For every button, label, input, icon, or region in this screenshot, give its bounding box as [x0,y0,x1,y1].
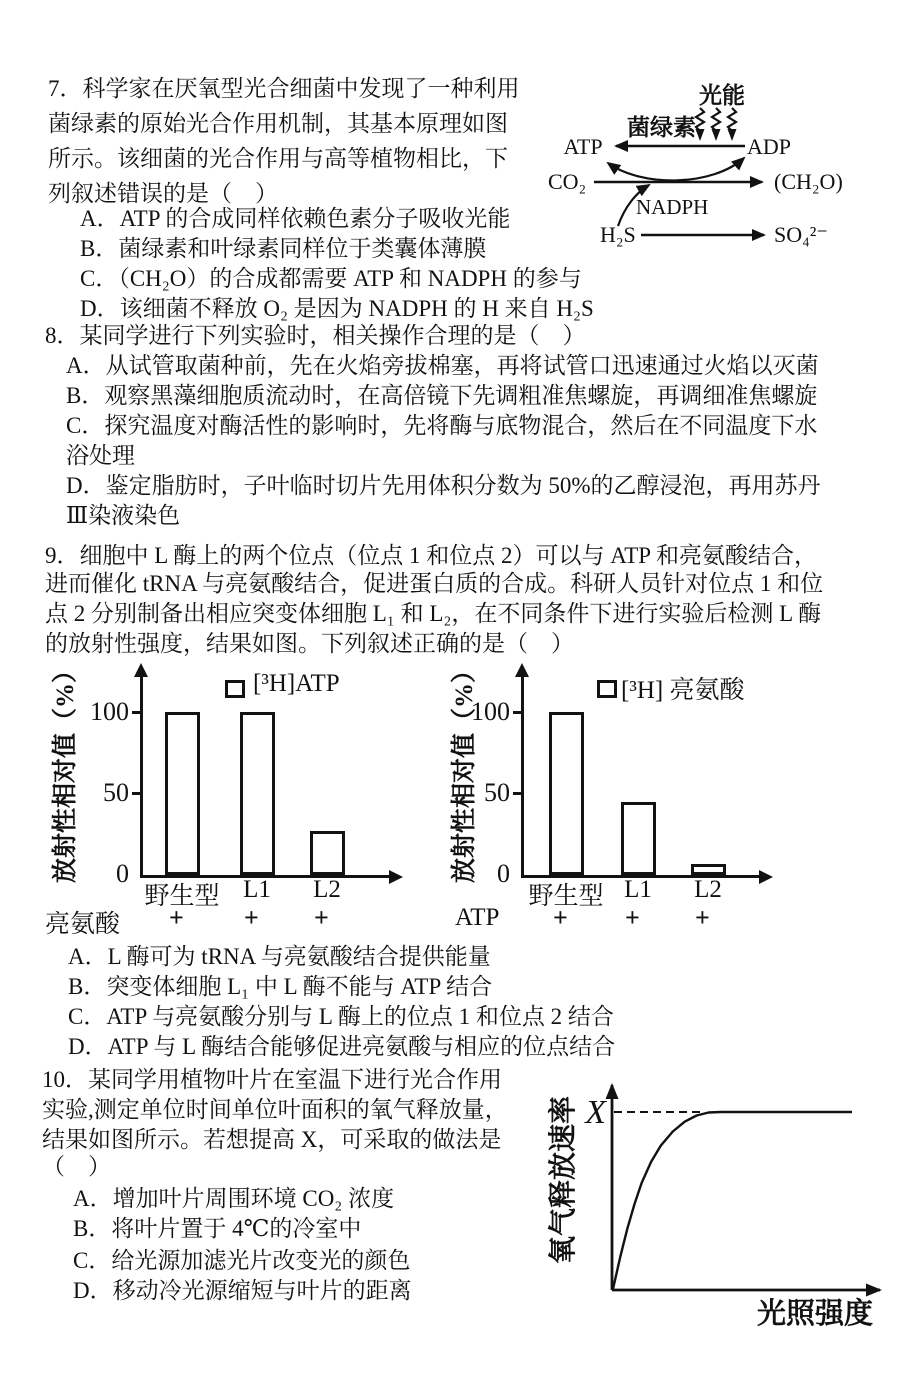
xcat-l1: L1 [243,876,271,903]
q8-option-d: D．鉴定脂肪时，子叶临时切片先用体积分数为 50%的乙醇浸泡，再用苏丹 [66,473,821,498]
q7-stem-line: 所示。该细菌的光合作用与高等植物相比，下 [48,146,508,171]
atp-adp-cycle-curve [608,158,744,180]
q9-stem-line: 9．细胞中 L 酶上的两个位点（位点 1 和位点 2）可以与 ATP 和亮氨酸结合， [45,543,817,568]
legend-label: [³H] 亮氨酸 [621,677,745,704]
bar-l2 [691,864,726,875]
y-axis-arrow-icon [515,663,529,677]
q8-option-a: A．从试管取菌种前，先在火焰旁拔棉塞，再将试管口迅速通过火焰以灭菌 [66,353,819,378]
q10-y-axis-label: 氧气释放速率 [548,1096,579,1265]
y-axis-label: 放射性相对值（%） [451,657,478,883]
light-energy-label: 光能 [699,83,745,108]
x-annotation: X [585,1094,606,1131]
q7-option-c: C．（CH₂O）的合成都需要 ATP 和 NADPH 的参与 [80,266,582,291]
q9-option-a: A．L 酶可为 tRNA 与亮氨酸结合提供能量 [68,944,491,969]
q9-option-c: C．ATP 与亮氨酸分别与 L 酶上的位点 1 和位点 2 结合 [68,1004,614,1029]
q10-option-b: B．将叶片置于 4℃的冷室中 [73,1216,362,1241]
q7-stem-line: 7．科学家在厌氧型光合细菌中发现了一种利用 [48,76,520,101]
q8-option-c-cont: 浴处理 [66,443,135,468]
q10-stem-line: 结果如图所示。若想提高 X，可采取的做法是 [42,1127,502,1152]
ytick-label: 50 [103,778,129,807]
xcat-wildtype: 野生型 [144,883,220,910]
oxygen-release-curve [613,1112,852,1289]
q10-option-a: A．增加叶片周围环境 CO₂ 浓度 [73,1186,395,1211]
bar-area [140,712,390,875]
q10-stem-line: 10．某同学用植物叶片在室温下进行光合作用 [42,1067,502,1092]
q9-chart-leucine [445,657,875,938]
ytick-label: 100 [90,697,129,726]
plus-mark: + [695,903,710,932]
bar-wildtype [165,712,200,875]
plus-mark: + [244,903,259,932]
adp-label: ADP [746,134,792,159]
q9-stem-line: 的放射性强度，结果如图。下列叙述正确的是（ ） [45,631,574,656]
q10-stem-line: 实验,测定单位时间单位叶面积的氧气释放量， [42,1097,508,1122]
q7-option-b: B．菌绿素和叶绿素同样位于类囊体薄膜 [80,236,487,261]
bar-l1 [621,802,656,875]
ytick-label: 0 [497,859,510,888]
nadph-label: NADPH [636,195,709,219]
y-axis-label: 放射性相对值（%） [52,657,79,883]
h2s-label: H₂S [600,222,636,247]
so4-label: SO₄²⁻ [774,222,829,247]
xcat-wildtype: 野生型 [528,883,604,910]
legend-swatch-icon [597,680,617,698]
q7-stem-line: 列叙述错误的是（ ） [48,181,278,206]
ytick-label: 100 [471,697,510,726]
legend-swatch-icon [225,680,245,698]
q7-option-a: A．ATP 的合成同样依赖色素分子吸收光能 [80,206,511,231]
q9-chart-atp [45,657,445,938]
co2-label: CO₂ [548,169,587,194]
ytick-label: 0 [116,859,129,888]
plus-mark: + [169,903,184,932]
q10-stem-line: （ ） [42,1154,111,1179]
x-axis-arrow-icon [759,870,773,884]
x-axis-arrow-icon [389,870,403,884]
ytick-label: 50 [484,778,510,807]
q7-photosynthesis-diagram [548,78,896,254]
q10-option-d: D．移动冷光源缩短与叶片的距离 [73,1278,412,1303]
xcat-l2: L2 [313,876,341,903]
q9-option-d: D．ATP 与 L 酶结合能够促进亮氨酸与相应的位点结合 [68,1034,616,1059]
q8-option-b: B．观察黑藻细胞质流动时，在高倍镜下先调粗准焦螺旋，再调细准焦螺旋 [66,383,818,408]
q10-option-c: C．给光源加滤光片改变光的颜色 [73,1248,411,1273]
condition-label: 亮氨酸 [45,911,121,938]
xcat-l1: L1 [624,876,652,903]
q7-option-d: D．该细菌不释放 O₂ 是因为 NADPH 的 H 来自 H₂S [80,296,594,321]
legend-label: [³H]ATP [253,670,340,697]
bar-l2 [310,831,345,875]
bacteriochlorophyll-label: 菌绿素 [627,115,696,140]
plus-mark: + [314,903,329,932]
bar-wildtype [549,712,584,875]
q9-option-b: B．突变体细胞 L₁ 中 L 酶不能与 ATP 结合 [68,974,493,999]
y-axis-arrow-icon [134,663,148,677]
q8-stem: 8．某同学进行下列实验时，相关操作合理的是（ ） [45,323,586,348]
plus-mark: + [625,903,640,932]
condition-label: ATP [455,904,500,931]
q8-option-d-cont: Ⅲ染液染色 [66,503,181,528]
atp-label: ATP [563,134,603,159]
q9-stem-line: 进而催化 tRNA 与亮氨酸结合，促进蛋白质的合成。科研人员针对位点 1 和位 [45,571,824,596]
q10-x-axis-label: 光照强度 [757,1298,874,1330]
q8-option-c: C．探究温度对酶活性的影响时，先将酶与底物混合，然后在不同温度下水 [66,413,818,438]
q9-stem-line: 点 2 分别制备出相应突变体细胞 L₁ 和 L₂，在不同条件下进行实验后检测 L 酶 [45,601,822,626]
ch2o-label: (CH₂O) [774,169,843,194]
xcat-l2: L2 [694,876,722,903]
bar-area [521,712,761,875]
light-wavy-arrows-icon [696,108,737,141]
bar-l1 [240,712,275,875]
plus-mark: + [553,903,568,932]
q7-stem-line: 菌绿素的原始光合作用机制，其基本原理如图 [48,111,508,136]
